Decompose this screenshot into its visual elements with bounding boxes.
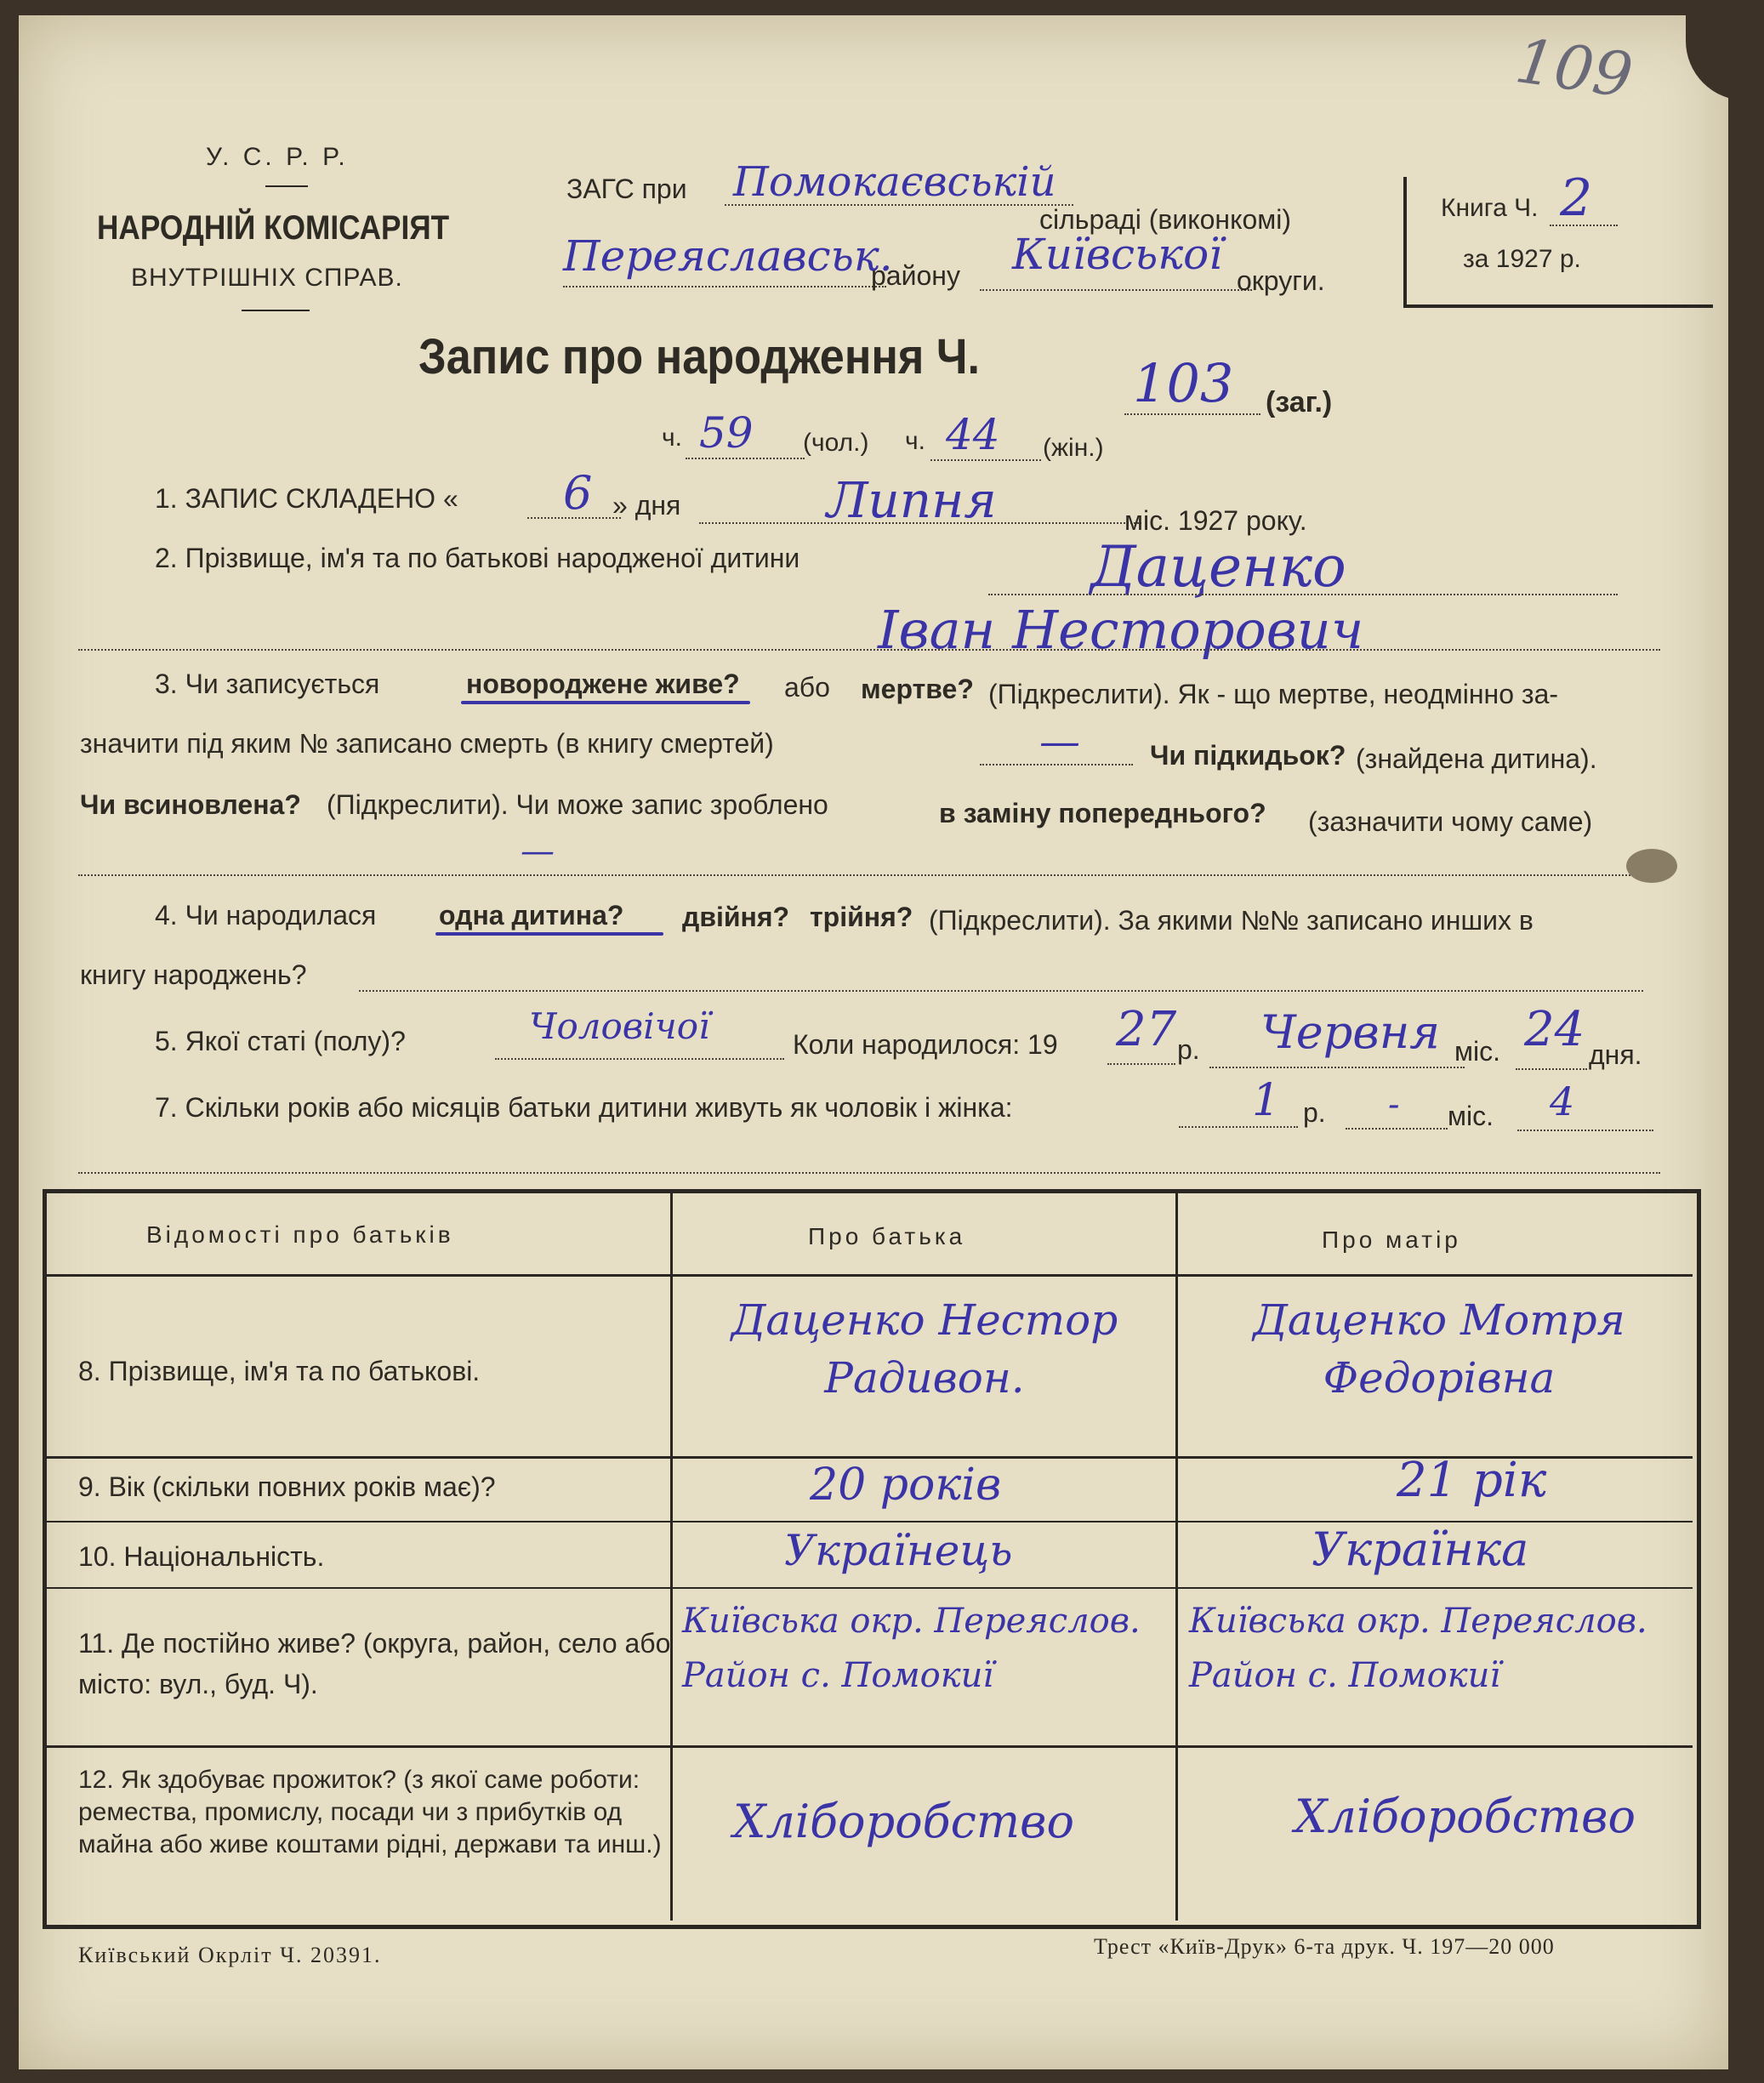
- field4-triplets: трійня?: [810, 902, 913, 932]
- field1-mid: » дня: [612, 490, 681, 521]
- field4-line2: книгу народжень?: [80, 959, 307, 990]
- table-header-mother: Про матір: [1322, 1226, 1461, 1253]
- row11-father: Київська окр. Переяслов. Район с. Помокиї: [682, 1602, 1141, 1695]
- commissariat-title: НАРОДНІЙ КОМІСАРІЯТ: [97, 209, 450, 247]
- field3-adopted: Чи всиновлена?: [80, 789, 301, 820]
- field7-mis: міс.: [1448, 1101, 1494, 1131]
- field3-or: або: [784, 672, 830, 703]
- field1-month: Липня: [827, 471, 997, 529]
- field5-sex-dots: [495, 1058, 784, 1060]
- row10-father: Українець: [784, 1526, 1013, 1575]
- field5-sex: Чоловічої: [529, 1005, 710, 1047]
- field7-rule: [78, 1172, 1660, 1174]
- row9-label: 9. Вік (скільки повних років має)?: [78, 1471, 496, 1502]
- zags-suffix: сільраді (виконкомі): [1039, 204, 1291, 235]
- field2-rule: [78, 649, 1660, 651]
- district-value: Переяславськ.: [563, 231, 893, 281]
- footer-left: Київський Окрліт Ч. 20391.: [78, 1943, 382, 1967]
- okrug-dots: [980, 289, 1252, 291]
- field7-dash-dots: [1346, 1128, 1448, 1130]
- field5-month: Червня: [1260, 1005, 1441, 1059]
- field5-year: 27: [1116, 1002, 1177, 1057]
- field7-months: 4: [1550, 1078, 1575, 1124]
- table-col-divider-2: [1175, 1192, 1178, 1921]
- okrug-suffix: округи.: [1237, 265, 1325, 296]
- field5-born: Коли народилося: 19: [793, 1029, 1058, 1060]
- field7-years: 1: [1252, 1075, 1281, 1126]
- field5-day-dots: [1516, 1068, 1587, 1070]
- zags-prefix: ЗАГС при: [566, 174, 687, 204]
- field3-rule: [78, 874, 1660, 876]
- field2-dots: [988, 594, 1618, 595]
- field4-rest: (Підкреслити). За якими №№ записано инших в: [929, 905, 1534, 936]
- book-value: 2: [1560, 168, 1593, 228]
- book-dots: [1550, 225, 1618, 226]
- child-surname: Даценко: [1090, 534, 1346, 600]
- field3-rest: (Підкреслити). Як - що мертве, неодмінно за-: [988, 679, 1559, 709]
- field7-dash: -: [1388, 1085, 1400, 1124]
- field3-replace: в заміну попереднього?: [939, 798, 1266, 828]
- field5-year-dots: [1107, 1063, 1175, 1065]
- footer-right: Трест «Київ-Друк» 6-та друк. Ч. 197—20 000: [1094, 1934, 1555, 1959]
- field1-year: міс. 1927 року.: [1124, 505, 1307, 536]
- field5-dnia: дня.: [1589, 1039, 1642, 1070]
- row10-divider: [46, 1587, 1693, 1589]
- record-number-dots: [1124, 413, 1260, 415]
- commissariat-subtitle: ВНУТРІШНІХ СПРАВ.: [131, 264, 403, 292]
- row11-divider: [46, 1745, 1693, 1748]
- field3-dash: —: [1039, 718, 1080, 765]
- zags-village-dots: [725, 204, 1073, 206]
- female-label: (жін.): [1043, 434, 1104, 462]
- field5-label: 5. Якої статі (полу)?: [155, 1026, 406, 1056]
- field3-line3-end: (зазначити чому саме): [1308, 806, 1593, 837]
- field7-years-dots: [1179, 1126, 1298, 1128]
- header-divider: [265, 185, 308, 187]
- table-header-divider: [46, 1274, 1693, 1277]
- field3-found: Чи підкидьок?: [1150, 740, 1346, 771]
- field3-dead: мертве?: [861, 674, 974, 704]
- district-dots: [563, 286, 886, 287]
- field5-day: 24: [1524, 1002, 1585, 1057]
- row9-father: 20 років: [810, 1460, 1002, 1511]
- row11-label: 11. Де постійно живе? (округа, район, село або місто: вул., буд. Ч).: [78, 1628, 671, 1699]
- field4-one-underline: [435, 932, 663, 936]
- field4-dots: [359, 990, 1643, 992]
- field3-alive: новороджене живе?: [466, 669, 740, 699]
- row10-label: 10. Національність.: [78, 1541, 325, 1572]
- page-title: Запис про народження Ч.: [418, 329, 981, 384]
- male-dots: [686, 458, 805, 459]
- row8-father: Даценко Нестор Радивон.: [731, 1295, 1118, 1403]
- male-label: (чол.): [803, 429, 869, 457]
- district-suffix: району: [871, 260, 960, 291]
- paper-hole-mark: [1626, 849, 1677, 883]
- field3-dash2: —: [521, 832, 555, 871]
- child-name: Іван Несторович: [878, 599, 1364, 661]
- header-divider-2: [242, 310, 310, 311]
- female-prefix: ч.: [905, 427, 925, 455]
- row12-mother: Хліборобство: [1295, 1790, 1636, 1843]
- record-number: 103: [1133, 352, 1234, 414]
- field3-found-note: (знайдена дитина).: [1356, 743, 1597, 774]
- row11-mother: Київська окр. Переяслов. Район с. Помокиї: [1189, 1602, 1647, 1695]
- field7-months-dots: [1517, 1130, 1653, 1131]
- field1-month-dots: [699, 522, 1141, 524]
- row8-mother: Даценко Мотря Федорівна: [1253, 1295, 1625, 1403]
- female-dots: [930, 459, 1041, 461]
- male-number: 59: [699, 408, 754, 458]
- row9-mother: 21 рік: [1397, 1453, 1547, 1508]
- field3-line3-mid: (Підкреслити). Чи може запис зроблено: [327, 789, 828, 820]
- field4-twins: двійня?: [682, 902, 790, 932]
- row12-label: 12. Як здобуває прожиток? (з якої саме роботи: ремества, промислу, посади чи з прибутків од майна або живе коштами рідні, держави та инш.): [78, 1766, 662, 1858]
- female-number: 44: [946, 410, 1000, 459]
- field7-label: 7. Скільки років або місяців батьки дитини живуть як чоловік і жінка:: [155, 1092, 1013, 1123]
- field4-one: одна дитина?: [439, 900, 624, 931]
- row10-mother: Українка: [1312, 1522, 1529, 1576]
- table-header-info: Відомості про батьків: [146, 1221, 454, 1248]
- book-year: за 1927 р.: [1463, 245, 1581, 273]
- field5-month-dots: [1209, 1067, 1465, 1068]
- field7-r: р.: [1303, 1097, 1326, 1128]
- field3-alive-underline: [461, 701, 750, 704]
- total-label: (заг.): [1266, 386, 1333, 418]
- okrug-value: Київської: [1012, 230, 1223, 279]
- field5-r: р.: [1177, 1034, 1200, 1065]
- birth-record-sheet: [19, 15, 1728, 2069]
- field1-day: 6: [563, 466, 593, 520]
- row12-father: Хліборобство: [733, 1795, 1074, 1848]
- male-prefix: ч.: [662, 424, 682, 452]
- field1-day-dots: [527, 517, 621, 519]
- torn-corner: [1686, 15, 1728, 100]
- field1-label: 1. ЗАПИС СКЛАДЕНО «: [155, 483, 458, 514]
- book-label: Книга Ч.: [1441, 194, 1539, 222]
- corner-number: 109: [1511, 24, 1637, 112]
- field5-mis: міс.: [1454, 1036, 1500, 1067]
- field4-num: 4. Чи народилася: [155, 900, 377, 931]
- republic-label: У. С. Р. Р.: [206, 143, 349, 171]
- field2-label: 2. Прізвище, ім'я та по батькові народженої дитини: [155, 543, 800, 573]
- field3-line2: значити під яким № записано смерть (в книгу смертей): [80, 728, 774, 759]
- field3-num: 3. Чи записується: [155, 669, 380, 699]
- table-header-father: Про батька: [808, 1223, 966, 1249]
- zags-village: Помокаєвській: [733, 158, 1056, 206]
- row8-label: 8. Прізвище, ім'я та по батькові.: [78, 1356, 481, 1386]
